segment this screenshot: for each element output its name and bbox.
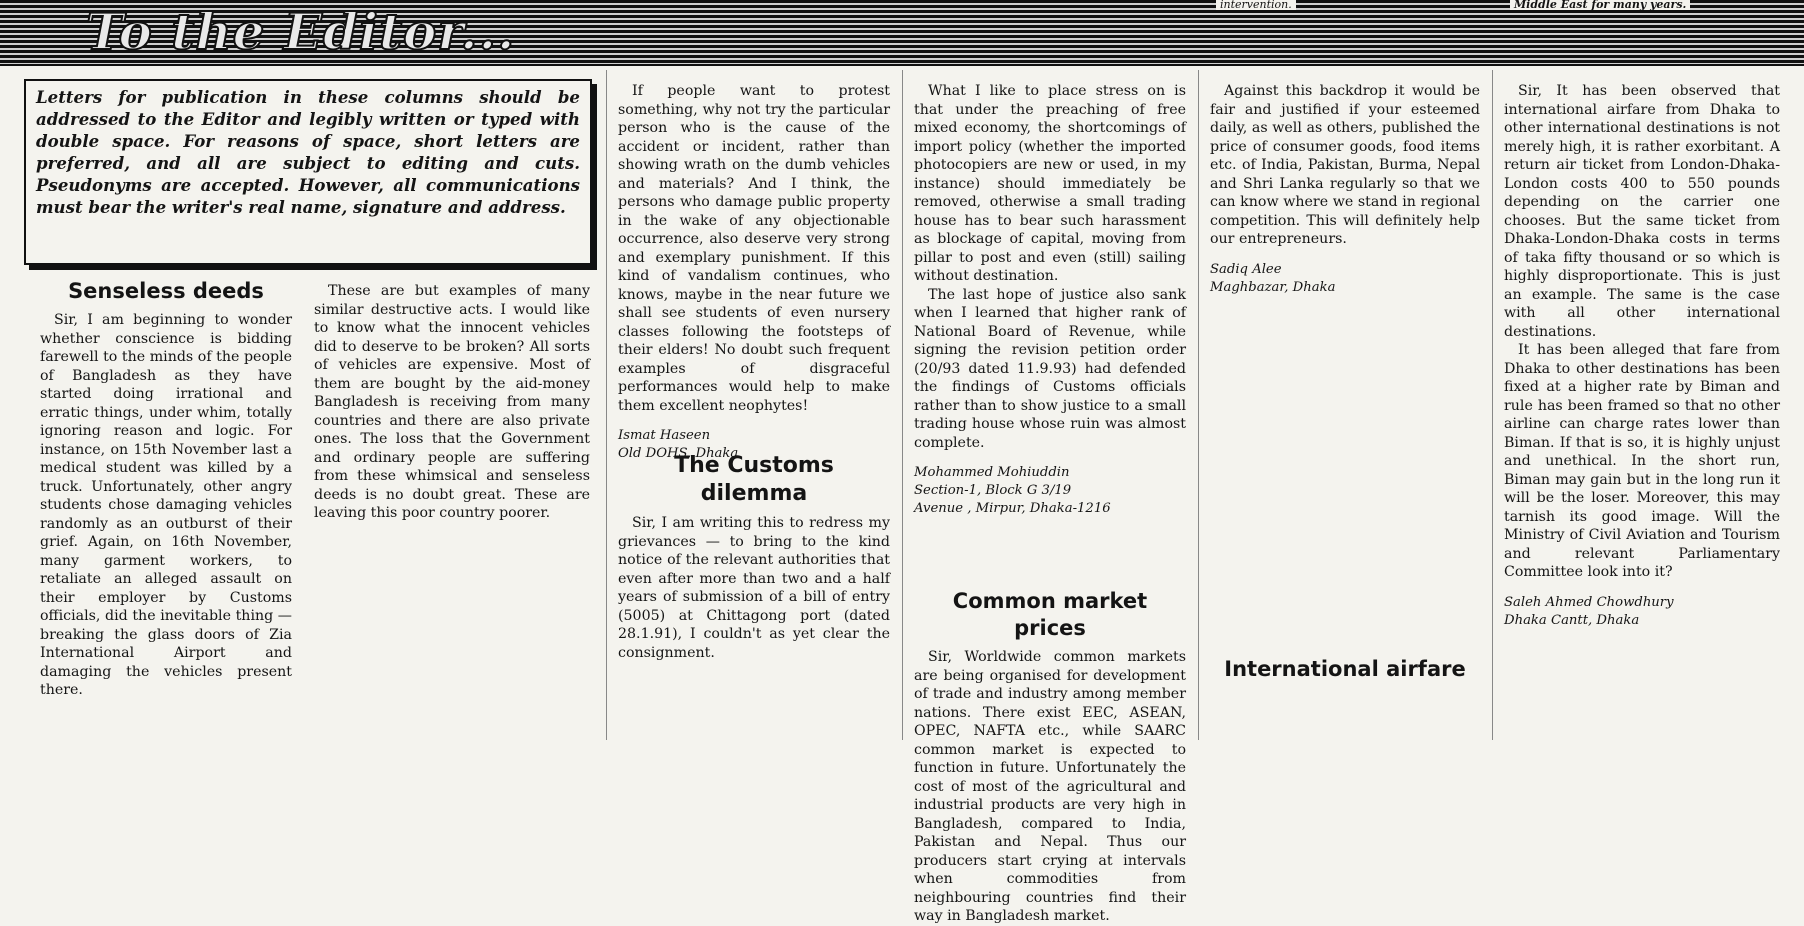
letter-title: Common market prices [952, 589, 1148, 640]
top-strip-right-text: Middle East for many years. [1510, 0, 1690, 10]
signature-address: Avenue , Mirpur, Dhaka-1216 [914, 501, 1111, 516]
letter-paragraph: It has been alleged that fare from Dhaka to other destinations has been fixed at a higher rate by Biman and rule has been framed so that no other airline can charge rates lower than Biman. If that is so, it is highly unjust and unethical. In the short run, Biman may gain but in the long run it will be the loser. Moreover, this may tarnish its good image. Will the Ministry of Civil Aviation and Tourism and relevant Parliamentary Committee look into it? [1504, 342, 1780, 580]
letter-paragraph: Sir, I am writing this to redress my grievances — to bring to the kind notice of the relevant authorities that even after more than two and a half years of submission of a bill of entry (5005) at Chittagong port (dated 28.1.91), I couldn't as yet clear the consignment. [618, 515, 890, 661]
signature-address: Dhaka Cantt, Dhaka [1504, 612, 1640, 628]
masthead-banner [0, 0, 1804, 66]
submission-notice: Letters for publication in these columns should be addressed to the Editor and legibly written or typed with double space. For reasons of space, short letters are preferred, and all are subject to editing and cuts. Pseudonyms are accepted. However, all communications must bear the writer's real name, signature and address. [24, 79, 592, 265]
letter-paragraph: The last hope of justice also sank when I learned that higher rank of National Board of Revenue, while signing the revision petition order (20/93 dated 11.9.93) had defended the findings of Customs officials rather than to show justice to a small trading house whose ruin was almost complete. [914, 286, 1186, 451]
section-title: To the Editor... [86, 2, 516, 61]
letter-paragraph: If people want to protest something, why not try the particular person who is the cause of the accident or incident, rather than showing wrath on the dumb vehicles and materials? And I think, the persons who damage public property in the wake of any objectionable occurrence, also deserve very strong and exemplary punishment. If this kind of vandalism continues, who knows, maybe in the near future we shall see students of even nursery classes following the footsteps of their elders! No doubt such frequent examples of disgraceful performances would help to make them excellent neophytes! [618, 83, 890, 414]
signature-address: Maghbazar, Dhaka [1210, 279, 1336, 295]
letter-common-market-col-b [1210, 82, 1480, 297]
letter-paragraph: Sir, I am beginning to wonder whether conscience is bidding farewell to the minds of the people of Bangladesh as they have started doing irrational and erratic things, under whim, totally ignoring reason and logic. For instance, on 15th November last a medical student was killed by a truck. Unfortunately, other angry students chose damaging vehicles randomly as an outburst of their grief. Again, on 16th November, many garment workers, to retaliate an alleged assault on their employer by Customs officials, did the inevitable thing — breaking the glass doors of Zia International Airport and damaging the vehicles present there. [40, 312, 292, 698]
column-rule [1492, 70, 1493, 740]
signature-address: Section-1, Block G 3/19 [914, 483, 1072, 498]
letter-paragraph: Sir, Worldwide common markets are being organised for development of trade and industry among member nations. There exist EEC, ASEAN, OPEC, NAFTA etc., while SAARC common market is expected to function in future. Unfortunately the cost of most of the agricultural and industrial products are very high in Bangladesh, compared to India, Pakistan and Nepal. Thus our producers start crying at intervals when commodities from neighbouring countries find their way in Bangladesh market. [914, 649, 1186, 924]
letter-signature [1504, 594, 1780, 630]
letter-paragraph: These are but examples of many similar destructive acts. I would like to know what the innocent vehicles did to deserve to be broken? All sorts of vehicles are expensive. Most of them are bought by the aid-money Bangladesh is receiving from many countries and there are also private ones. The loss that the Government and ordinary people are suffering from these whimsical and senseless deeds is no doubt great. These are leaving this poor country poorer. [314, 283, 590, 521]
letter-customs-dilemma-col-a [618, 452, 890, 662]
letter-signature [1210, 261, 1480, 297]
letter-paragraph: Against this backdrop it would be fair and justified if your esteemed daily, as well as others, published the price of consumer goods, food items etc. of India, Pakistan, Burma, Nepal and Shri Lanka regularly so that we can know where we stand in regional competition. This will definitely help our entrepreneurs. [1210, 83, 1480, 247]
letter-international-airfare-col-b [1504, 82, 1780, 630]
signature-name: Sadiq Alee [1210, 261, 1282, 277]
letter-common-market-col-a [914, 588, 1186, 926]
signature-address: Old DOHS, Dhaka [618, 446, 739, 461]
letter-senseless-deeds-col-a [40, 278, 292, 700]
letter-senseless-deeds-col-c [618, 82, 890, 463]
letter-paragraph: What I like to place stress on is that under the preaching of free mixed economy, the shortcomings of import policy (whether the imported photocopiers are new or used, in my instance) should immediately be removed, otherwise a small trading house has to bear such harassment as blockage of capital, moving from pillar to post and even (still) sailing without destination. [914, 83, 1186, 284]
letter-paragraph: Sir, It has been observed that international airfare from Dhaka to other international destinations is not merely high, it is rather exorbitant. A return air ticket from London-Dhaka-London costs 400 to 550 pounds depending on the carrier one chooses. But the same ticket from Dhaka-London-Dhaka costs in terms of taka fifty thousand or so which is highly disproportionate. This is just an example. The same is the case with all other international destinations. [1504, 83, 1780, 340]
signature-name: Mohammed Mohiuddin [914, 465, 1070, 480]
column-rule [606, 70, 607, 740]
letter-senseless-deeds-col-b [314, 282, 590, 523]
letter-title: Senseless deeds [68, 279, 264, 303]
signature-name: Ismat Haseen [618, 428, 711, 443]
letter-signature [914, 464, 1186, 518]
column-rule [1198, 70, 1199, 740]
letter-customs-dilemma-col-b [914, 82, 1186, 518]
column-rule [902, 70, 903, 740]
signature-name: Saleh Ahmed Chowdhury [1504, 594, 1674, 610]
letter-international-airfare-col-a [1210, 656, 1480, 689]
letter-title: The Customs dilemma [674, 453, 834, 506]
top-strip-left-text: intervention. [1216, 0, 1296, 10]
letter-title: International airfare [1224, 657, 1466, 681]
